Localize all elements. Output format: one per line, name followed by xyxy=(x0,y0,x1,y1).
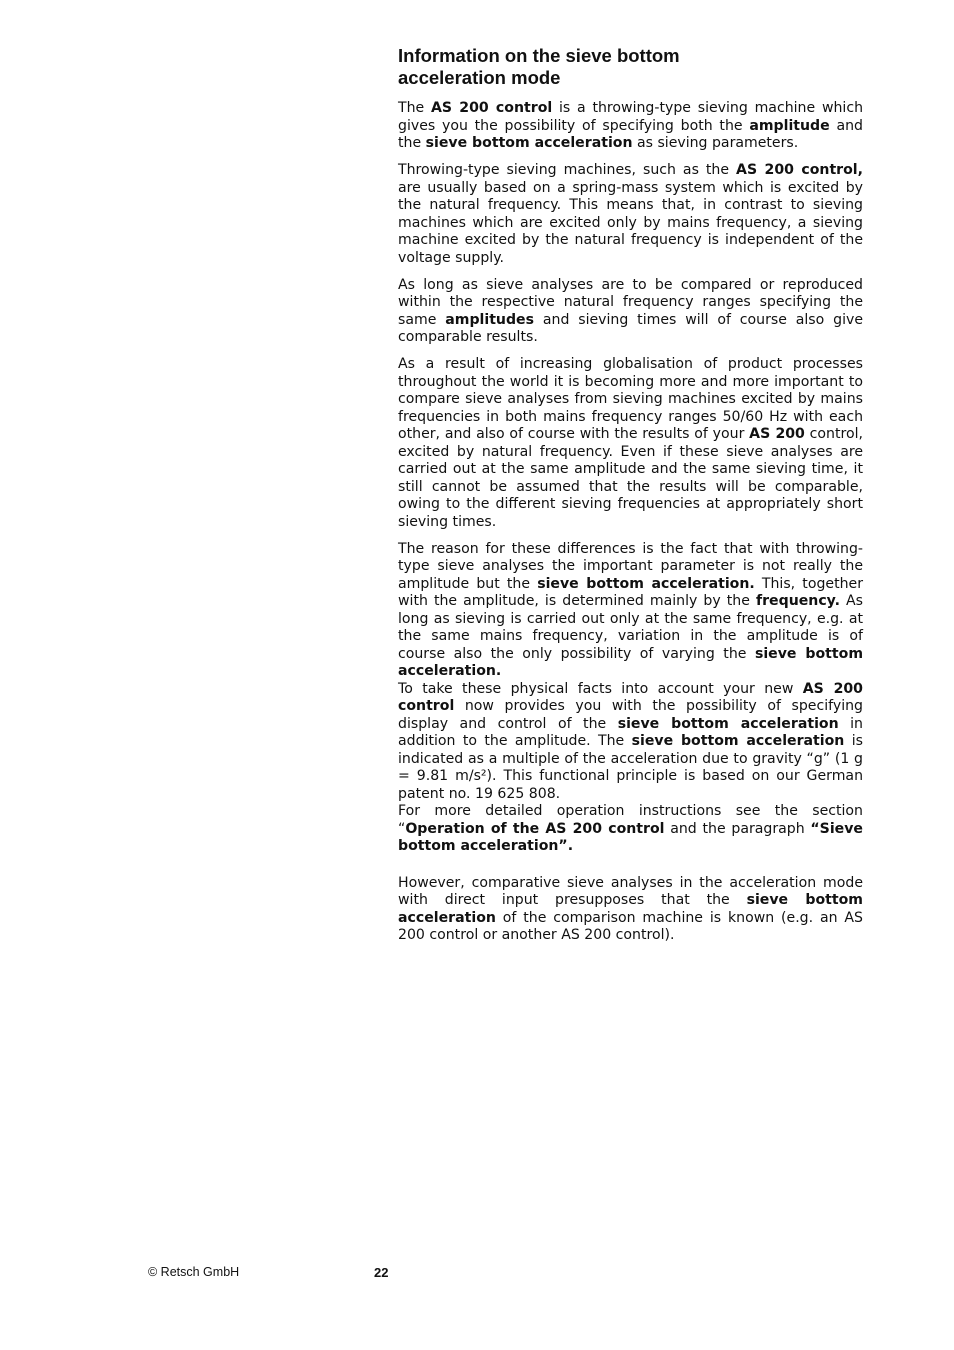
bold-text-run: sieve bottom acceleration xyxy=(398,892,863,926)
text-run: This, together with the amplitude, is determined mainly by the xyxy=(398,575,863,609)
bold-text-run: amplitudes xyxy=(445,311,535,328)
text-run: are usually based on a spring-mass system which is excited by the natural frequency. This means that, in contrast to sieving machines which are excited only by mains frequency, a sieving machine excited by the natural frequency is independent of the voltage supply. xyxy=(398,179,863,266)
bold-text-run: sieve bottom acceleration xyxy=(631,733,845,749)
text-run: is indicated as a multiple of the acceleration due to gravity “g” (1 g = 9.81 m/s²). This functional principle is based on our German patent no. 19 625 808. xyxy=(398,733,863,802)
footer-copyright: © Retsch GmbH xyxy=(148,1265,240,1279)
page-number: 22 xyxy=(374,1265,389,1280)
bold-text-run: AS 200 control xyxy=(398,680,863,714)
text-run: and the paragraph xyxy=(664,820,811,837)
paragraph xyxy=(398,681,863,804)
text-run: As long as sieve analyses are to be compared or reproduced within the respective natural frequency ranges specifying the same xyxy=(398,276,863,328)
text-run: of the comparison machine is known (e.g. an AS 200 control or another AS 200 control). xyxy=(398,909,863,943)
paragraph xyxy=(398,162,863,267)
bold-text-run: sieve bottom acceleration xyxy=(617,715,839,732)
text-run: and sieving times will of course also give comparable results. xyxy=(398,311,864,345)
bold-text-run: sieve bottom acceleration xyxy=(425,135,633,151)
bold-text-run: “Sieve bottom acceleration”. xyxy=(398,820,863,854)
paragraph xyxy=(398,100,863,153)
bold-text-run: amplitude xyxy=(749,117,830,134)
text-run: As long as sieving is carried out only at the same frequency, e.g. at the same mains frequency, variation in the amplitude is of course also the only possibility of varying the xyxy=(398,593,863,662)
text-run: The xyxy=(398,100,432,116)
text-run: To take these physical facts into account your new xyxy=(398,680,803,697)
text-run: is a throwing-type sieving machine which gives you the possibility of specifying both the xyxy=(398,100,863,134)
bold-text-run: frequency. xyxy=(755,593,840,609)
bold-text-run: sieve bottom acceleration. xyxy=(398,645,864,679)
section-heading: Information on the sieve bottom acceleration mode xyxy=(398,45,680,88)
text-run: However, comparative sieve analyses in the acceleration mode with direct input presupposes that the xyxy=(398,874,863,908)
text-run: as sieving parameters. xyxy=(632,135,799,151)
paragraph xyxy=(398,875,863,945)
text-run: The reason for these differences is the fact that with throwing-type sieve analyses the important parameter is not really the amplitude but the xyxy=(398,540,863,592)
paragraph xyxy=(398,803,863,856)
document-body xyxy=(398,45,863,954)
bold-text-run: Operation of the AS 200 control xyxy=(405,820,665,837)
paragraph xyxy=(398,356,863,531)
paragraph xyxy=(398,541,863,681)
text-run: now provides you with the possibility of specifying display and control of the xyxy=(398,698,863,732)
text-run: As a result of increasing globalisation of product processes throughout the world it is becoming more and more important to compare sieve analyses from sieving machines excited by mains frequencies in both mains frequency ranges 50/60 Hz with each other, and also of course with the results of your xyxy=(398,356,863,442)
bold-text-run: AS 200 xyxy=(749,426,805,442)
paragraph xyxy=(398,277,863,347)
text-run: control, excited by natural frequency. Even if these sieve analyses are carried out at the same amplitude and the same sieving time, it still cannot be assumed that the results will be comparable, owing to the different sieving frequencies at appropriately short sieving times. xyxy=(398,426,863,530)
text-run: Throwing-type sieving machines, such as the xyxy=(398,162,737,178)
bold-text-run: sieve bottom acceleration. xyxy=(537,575,755,592)
text-run: For more detailed operation instructions see the section “ xyxy=(398,803,863,837)
bold-text-run: AS 200 control xyxy=(431,100,553,116)
bold-text-run: AS 200 control, xyxy=(736,162,863,178)
text-run: and the xyxy=(398,117,864,151)
text-run: in addition to the amplitude. The xyxy=(398,715,863,749)
